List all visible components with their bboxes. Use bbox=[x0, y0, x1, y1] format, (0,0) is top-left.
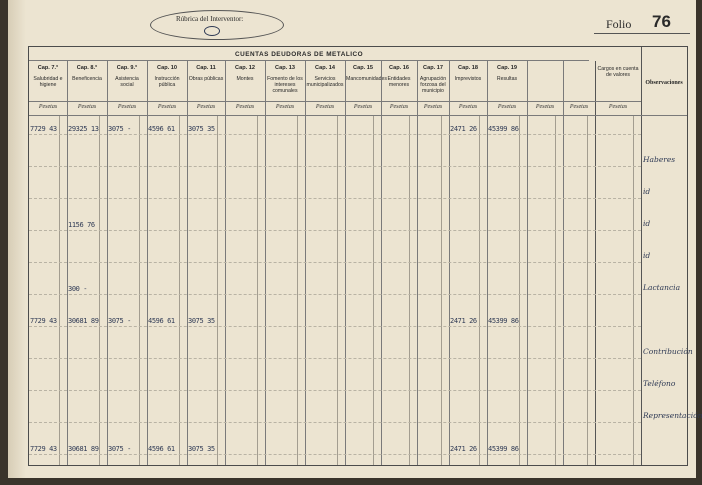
column-rule bbox=[305, 61, 306, 465]
cents-rule bbox=[519, 115, 520, 465]
ledger-amount: 30681 89 bbox=[68, 317, 99, 325]
folio-number: 76 bbox=[652, 12, 671, 31]
ledger-amount: 7729 43 bbox=[30, 125, 57, 133]
column-cap-label: Cap. 15 bbox=[353, 65, 373, 71]
column-unit: Pesetas bbox=[315, 104, 335, 110]
ledger-amount: 1156 76 bbox=[68, 221, 95, 229]
cents-rule bbox=[479, 115, 480, 465]
cents-rule bbox=[179, 115, 180, 465]
column-rule bbox=[345, 61, 346, 465]
column-cap-label: Cap. 8.° bbox=[76, 65, 98, 71]
column-title: Obras públicas bbox=[188, 76, 224, 82]
column-cap-label: Cap. 10 bbox=[157, 65, 177, 71]
column-unit: Pesetas bbox=[535, 104, 555, 110]
section-title-rule bbox=[29, 60, 589, 61]
ledger-amount: 2471 26 bbox=[450, 445, 477, 453]
ledger-amount: 7729 43 bbox=[30, 317, 57, 325]
ledger-amount: 4596 61 bbox=[148, 125, 175, 133]
column-rule bbox=[381, 61, 382, 465]
column-cap-label: Cap. 17 bbox=[423, 65, 443, 71]
ledger-amount: 3075 35 bbox=[188, 445, 215, 453]
ledger-amount: 45399 86 bbox=[488, 125, 519, 133]
column-unit: Pesetas bbox=[77, 104, 97, 110]
column-rule bbox=[449, 61, 450, 465]
column-rule bbox=[187, 61, 188, 465]
cents-rule bbox=[99, 115, 100, 465]
column-title: Entidades menores bbox=[387, 76, 411, 88]
folio-label: Folio bbox=[606, 17, 632, 31]
column-rule bbox=[225, 61, 226, 465]
row-guide bbox=[29, 134, 641, 135]
observation-note: Haberes bbox=[643, 155, 676, 164]
column-title: Agrupación forzosa del municipio bbox=[419, 76, 447, 94]
row-guide bbox=[29, 390, 641, 391]
column-title: Instrucción pública bbox=[154, 76, 180, 88]
ledger-amount: 3075 35 bbox=[188, 317, 215, 325]
column-cap-label: Cap. 7.° bbox=[37, 65, 59, 71]
column-cap-label: Cap. 18 bbox=[458, 65, 478, 71]
column-title: Resultas bbox=[496, 76, 518, 82]
cents-rule bbox=[633, 115, 634, 465]
column-cap-label: Cap. 14 bbox=[315, 65, 335, 71]
column-unit: Pesetas bbox=[458, 104, 478, 110]
ledger-amount: 3075 - bbox=[108, 317, 131, 325]
row-guide bbox=[29, 454, 641, 455]
column-rule bbox=[147, 61, 148, 465]
observation-note: id bbox=[643, 219, 651, 228]
cents-rule bbox=[555, 115, 556, 465]
ledger-amount: 4596 61 bbox=[148, 317, 175, 325]
interventor-label: Rúbrica del Interventor: bbox=[176, 15, 244, 23]
folio-underline bbox=[594, 33, 690, 34]
cents-rule bbox=[373, 115, 374, 465]
column-rule bbox=[265, 61, 266, 465]
column-title: Servicios municipalizados bbox=[306, 76, 344, 88]
row-guide bbox=[29, 198, 641, 199]
column-unit: Pesetas bbox=[423, 104, 443, 110]
column-unit: Pesetas bbox=[196, 104, 216, 110]
ledger-amount: 3075 - bbox=[108, 125, 131, 133]
column-title: Mancomunidades bbox=[346, 76, 387, 82]
row-guide bbox=[29, 358, 641, 359]
observation-note: Teléfono bbox=[643, 379, 676, 388]
header-rule bbox=[641, 115, 687, 116]
column-unit: Pesetas bbox=[497, 104, 517, 110]
ledger-page bbox=[8, 0, 702, 478]
column-unit: Pesetas bbox=[117, 104, 137, 110]
row-guide bbox=[29, 166, 641, 167]
column-unit: Pesetas bbox=[38, 104, 58, 110]
column-cap-label: Cap. 9.° bbox=[116, 65, 138, 71]
ledger-table bbox=[28, 46, 702, 466]
column-rule bbox=[563, 61, 564, 465]
ledger-amount: 3075 35 bbox=[188, 125, 215, 133]
column-unit: Pesetas bbox=[235, 104, 255, 110]
row-guide bbox=[29, 422, 641, 423]
column-unit: Pesetas bbox=[353, 104, 373, 110]
ledger-amount: 30681 89 bbox=[68, 445, 99, 453]
section-title: CUENTAS DEUDORAS DE METALICO bbox=[235, 51, 364, 58]
column-title: Cargos en cuenta de valores bbox=[597, 66, 639, 78]
header-rule bbox=[29, 115, 641, 116]
column-title: Beneficencia bbox=[72, 76, 102, 82]
row-guide bbox=[29, 326, 641, 327]
ledger-amount: 2471 26 bbox=[450, 317, 477, 325]
column-rule bbox=[67, 61, 68, 465]
cents-rule bbox=[297, 115, 298, 465]
page-gutter-shading bbox=[8, 0, 26, 478]
observaciones-header: Observaciones bbox=[645, 80, 683, 86]
ledger-amount: 300 - bbox=[68, 285, 88, 293]
row-guide bbox=[29, 294, 641, 295]
column-cap-label: Cap. 16 bbox=[389, 65, 409, 71]
column-cap-label: Cap. 11 bbox=[196, 65, 216, 71]
cents-rule bbox=[217, 115, 218, 465]
ledger-amount: 29325 13 bbox=[68, 125, 99, 133]
ledger-amount: 2471 26 bbox=[450, 125, 477, 133]
observation-note: id bbox=[643, 251, 651, 260]
column-cap-label: Cap. 13 bbox=[275, 65, 295, 71]
column-title: Fomento de los intereses comunales bbox=[267, 76, 303, 94]
column-rule bbox=[527, 61, 528, 465]
column-title: Asistencia social bbox=[115, 76, 139, 88]
column-unit: Pesetas bbox=[157, 104, 177, 110]
signature-flourish bbox=[204, 26, 220, 36]
column-rule bbox=[417, 61, 418, 465]
cents-rule bbox=[409, 115, 410, 465]
header-rule bbox=[29, 101, 641, 102]
observation-note: id bbox=[643, 187, 651, 196]
column-rule bbox=[595, 61, 596, 465]
column-rule bbox=[107, 61, 108, 465]
ledger-amount: 4596 61 bbox=[148, 445, 175, 453]
column-unit: Pesetas bbox=[275, 104, 295, 110]
column-title: Imprevistos bbox=[454, 76, 482, 82]
column-unit: Pesetas bbox=[389, 104, 409, 110]
ledger-amount: 45399 86 bbox=[488, 317, 519, 325]
cents-rule bbox=[59, 115, 60, 465]
column-title: Montes bbox=[236, 76, 254, 82]
cents-rule bbox=[139, 115, 140, 465]
ledger-amount: 45399 86 bbox=[488, 445, 519, 453]
column-unit: Pesetas bbox=[569, 104, 589, 110]
column-cap-label: Cap. 12 bbox=[235, 65, 255, 71]
row-guide bbox=[29, 262, 641, 263]
column-rule bbox=[641, 47, 642, 465]
column-title: Salubridad e higiene bbox=[33, 76, 63, 88]
column-cap-label: Cap. 19 bbox=[497, 65, 517, 71]
observation-note: Contribución bbox=[643, 347, 693, 356]
ledger-amount: 3075 - bbox=[108, 445, 131, 453]
ledger-amount: 7729 43 bbox=[30, 445, 57, 453]
column-unit: Pesetas bbox=[608, 104, 628, 110]
row-guide bbox=[29, 230, 641, 231]
cents-rule bbox=[257, 115, 258, 465]
cents-rule bbox=[587, 115, 588, 465]
column-rule bbox=[487, 61, 488, 465]
observation-note: Representación bbox=[643, 411, 702, 420]
observation-note: Lactancia bbox=[643, 283, 681, 292]
cents-rule bbox=[337, 115, 338, 465]
cents-rule bbox=[441, 115, 442, 465]
